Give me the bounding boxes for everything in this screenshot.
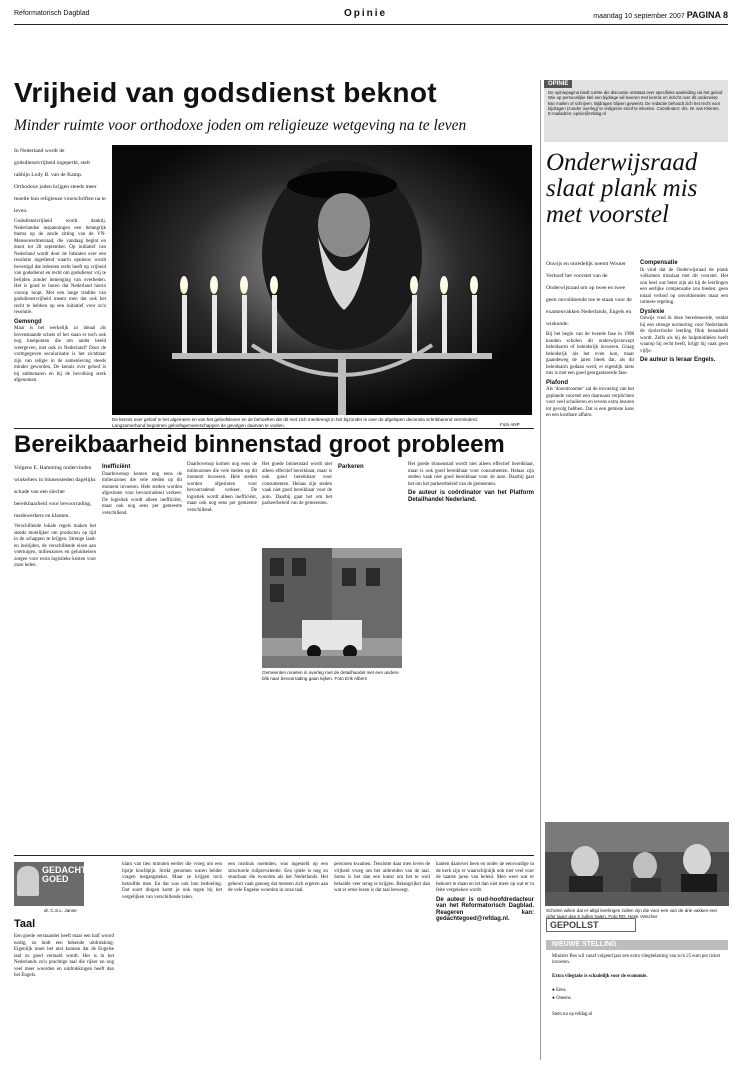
- gedachtegoed-column-2: [122, 862, 222, 1058]
- lead-headline: Vrijheid van godsdienst beknot: [14, 77, 437, 108]
- binnenstad-body-2: Daarbovenop komen nog eens de milieuzones die vele steden op dit moment invoeren. Hele steden worden afgesloten voor bevoorradend verkeer. De logistiek wordt alleen inefficiënt, maar ook nog eens per gemeente verschillend.: [102, 471, 182, 516]
- lead-body-1: Godsdienstvrijheid wordt danktij. Nederlandse inspanningen een belangrijk thema op de zesde zitting van de VN-Mensenrechtenraad, die vandaag begint en duurt tot 28 september. Op initiatief van Nederland wordt door de lidstaten over een resolutie ingediend waarin opnieuw wordt bevestigd dat iedereen recht heeft op vrijheid van godsdienst en recht om godsdienst vrij te belijden zonder inmenging van overheden. Het is goed te horen dat Nederland hierin voorop loopt. Met een lange traditie van godsdienstvrijheid meent men dat ook het recht te hebben op een initiatief voor zo'n resolutie.: [14, 219, 106, 315]
- bottom-rule: [14, 855, 534, 856]
- opinie-tag: OPINIE: [544, 80, 572, 88]
- binnenstad-column-4: [262, 462, 332, 546]
- gedachtegoed-title-2: GOED: [42, 874, 69, 884]
- gedachtegoed-column-1: [14, 934, 114, 1058]
- street-image: [262, 548, 402, 668]
- onderwijsraad-body-4: Onwijs vind ik deze beredeneerde, omdat bij een strenge normering voor Nederlands de dyslectische leerling flink benadeeld wordt. Zelfs als hij de hulpmiddelen heeft waarop hij recht heeft, krijgt hij vaak geen vijfje.: [640, 316, 728, 354]
- lead-subhead: Minder ruimte voor orthodoxe joden om religieuze wetgeving na te leven: [14, 117, 467, 134]
- binnenstad-headline: Bereikbaarheid binnenstad groot probleem: [14, 431, 505, 458]
- onderwijsraad-intro: Onwijs en onredelijk noemt Wouter Verhoef het voorstel van de Onderwijsraad om op twee en twee geen onvoldoende toe te staan voor de examenvakken Nederlands, Engels en wiskunde.: [546, 261, 632, 327]
- onderwijsraad-crosshead-compensatie: Compensatie: [640, 260, 678, 266]
- binnenstad-crosshead-parkeren: Parkeren: [338, 464, 364, 470]
- binnenstad-caption-text: Gemeenten moeten in overleg met de detailhandel met een andere blik naar bevoorrading gaan kijken.: [262, 670, 399, 681]
- rabbi-candles-image: [112, 145, 532, 415]
- issue-date: [593, 10, 728, 20]
- poll-option-disagree[interactable]: ● Oneens.: [552, 996, 572, 1001]
- gedachtegoed-body-4: personen kwamen. Tenslotte daar men leven de vrijheid vroeg om het uitbreiden van de taal. Soms is het dan een kunst om het te weil belaalde veer terug te krijgen. Belangrijker dan wat er ertoe lezen is dat taal beweegt.: [334, 862, 430, 893]
- binnenstad-author-note: De auteur is coördinator van het Platform Detailhandel Nederland.: [408, 490, 534, 503]
- lead-photo-caption: De kennis over geloof in het algemeen en van het geloofsleven en de behoeften die dit met zich meebrengt in het bijzonder is over de afgelopen decennia schrikbarend verminderd. Langzamerhand begonnen geloofsgemeenschappen de gevolgen daarvan te voelen.: [112, 417, 478, 428]
- author-portrait: [17, 866, 39, 896]
- gedachtegoed-author-note: De auteur is oud-hoofdredacteur van het Reformatorisch Dagblad. Reageren kan: gedachtegoed@refdag.nl.: [436, 896, 534, 922]
- gedachtegoed-byline: dr. C.S.L. Janse: [14, 907, 84, 915]
- school-caption-credit: Foto RD, Henk Visscher: [608, 914, 658, 919]
- binnenstad-rule: [14, 428, 534, 429]
- section-title: Opinie: [344, 8, 388, 19]
- date-text: maandag 10 september 2007: [593, 13, 685, 20]
- binnenstad-body-3: Het goede binnenstad wordt niet alleen effectief bereikbaar, maar is ook goed bereikbaar voor consumenten. Helaas zijn steden vaak niet goed bereikbaar voor de auto. Daarbij gaat het om het parkeerbeleid van de gemeenten.: [408, 462, 534, 487]
- binnenstad-intro: Volgens E. Hamming ondervinden winkeliers in binnensteden dagelijks schade van een slechte bereikbaarheid voor bevoorrading, medewerkers en klanten.: [14, 465, 96, 519]
- binnenstad-column-5: [338, 462, 402, 546]
- binnenstad-column-3: [187, 462, 257, 842]
- classroom-image: [545, 822, 729, 906]
- onderwijsraad-column-1: [546, 258, 634, 758]
- gedachtegoed-title: [42, 866, 93, 884]
- lead-crosshead-1: Gemengd: [14, 318, 42, 325]
- poll-box: [546, 918, 728, 1058]
- onderwijsraad-author-note: De auteur is leraar Engels.: [640, 357, 716, 363]
- poll-option-agree[interactable]: ● Eens.: [552, 988, 567, 993]
- lead-column-1: [14, 145, 106, 430]
- poll-statement: Extra vliegtaks is schadelijk voor de economie.: [552, 974, 648, 979]
- gedachtegoed-body-5: kanten daarover heen en onder de eenvoudige in de kerk zijn er waarschijnlijk ook niet veel voor de laatste jaren van beleid. Men weet wat er behoort te staan en let dan niet meer op wat er in feite vergeleken wordt.: [436, 862, 534, 893]
- gedachtegoed-column-3: [228, 862, 328, 1058]
- onderwijsraad-headline: Onderwijsraad slaat plank mis met voorstel: [546, 149, 698, 228]
- page-label: PAGINA: [686, 10, 722, 20]
- poll-logo: GEPOLLST: [546, 918, 636, 932]
- onderwijsraad-crosshead-dyslexie: Dyslexie: [640, 308, 665, 315]
- gedachtegoed-column-4: [334, 862, 430, 1058]
- binnenstad-body-2b: Daarbovenop komen nog eens de milieuzones die vele steden op dit moment invoeren. Hele steden worden afgesloten voor bevoorradend verkeer. De logistiek wordt alleen inefficiënt, maar ook nog eens per gemeente verschillend.: [187, 462, 257, 513]
- masthead: [14, 8, 728, 22]
- binnenstad-body-4: Het goede binnenstad wordt niet alleen effectief bereikbaar, maar is ook goed bereikbaar voor consumenten. Helaas zijn steden vaak niet goed bereikbaar voor de auto. Daarbij gaat het om het parkeerbeleid van de gemeenten.: [262, 462, 332, 506]
- page-number: 8: [722, 10, 728, 20]
- gedachtegoed-body-1: Een goede verstaander heeft maar een half woord nodig, zo luidt een bekende uitdrukking. Eigenlijk moet het niet kunnen dat de Engelse taal zo goed vertaald wordt. Het is in het Nederlands zo'n prachtige taal die rijker en nog veel meer woorden en uitdrukkingen heeft dan het Engels.: [14, 934, 114, 978]
- gedachtegoed-headline: Taal: [14, 918, 36, 930]
- lead-photo: [112, 145, 532, 415]
- binnenstad-photo: [262, 548, 402, 668]
- gedachtegoed-column-5: [436, 862, 534, 1058]
- gedachtegoed-logo: [14, 862, 93, 906]
- onderwijsraad-crosshead-plafond: Plafond: [546, 379, 568, 386]
- onderwijsraad-body-1: Bij het begin van de tweede fase in 1998 konden scholen dit onderwijsconcept beleidsarm of beleidsrijk invoeren. Graag beleidsrijk als het even kon, maar gaandeweg de jaren bleek dat, als dit beleidsarm gedaan werd, er eigenlijk niets mis is met een goed georganiseerde fase.: [546, 332, 634, 376]
- poll-header-label: NIEUWE STELLING: [552, 941, 617, 948]
- binnenstad-column-6: [408, 462, 534, 842]
- paper-name: Reformatorisch Dagblad: [14, 10, 90, 17]
- binnenstad-photo-caption: [262, 670, 402, 682]
- binnenstad-crosshead-inefficient: Inefficiënt: [102, 464, 131, 470]
- masthead-rule: [14, 24, 728, 25]
- lead-body-2: Maar is het werkelijk zo ideaal als bovenstaande schets of het staan er toch ook nog knelpunten die om ander beeld weergeven, niet ook in Nederland? Door de vormgegeven secularisatie is het zichtbaar zijn van religie in de samenleving steeds minder geworden. De kennis over geloof is bij ambtenaren en bij de bevolking sterk afgenomen.: [14, 326, 106, 383]
- binnenstad-caption-credit: Foto Erik Albers: [334, 676, 367, 681]
- lead-intro: In Nederland wordt de godsdienstvrijheid ingeperkt, stelt rabbijn Lody B. van de Kamp. Orthodoxe joden krijgen steeds meer moeite hun religieuze voorschriften na te leven.: [14, 148, 106, 214]
- onderwijsraad-body-3: Ik vind dat de Onderwijsraad de plank volkomen misslaat met dit voorstel. Het zou heel wat beter zijn als hij de leerlingen een eerlijke compensatie zou bieden: geen totaal verbod op onvoldoendes maar een ruimere regeling.: [640, 267, 728, 305]
- gedachtegoed-title-1: GEDACHTE: [42, 865, 93, 875]
- opinie-info-box: [544, 80, 728, 142]
- gedachtegoed-body-3: een rusthuis noemden, was ingesteld op een structurele ruilprevalentie. Een ijdele is nog zo stuurbaar die woorden als het Nederlands. Het gebeurt vaak genoeg dat mensen zich ergeren aan de vele Engelse woorden in onze taal.: [228, 862, 328, 893]
- poll-header-bar: [546, 940, 728, 950]
- school-photo: [545, 822, 729, 906]
- poll-vote-link[interactable]: Stem nu op refdag.nl: [552, 1012, 593, 1017]
- column-separator: [540, 80, 541, 1060]
- opinie-info-text: De opiniepagina biedt ruimte die discussie ontstaat over specifieke aanleiding via het geloof. Wie op persoonlijke titel een bijdrage wil leveren met kennis en inzicht over dit onderwerp kan mailen of schrijven. Bijdragen blijven gewenst. De redactie behoudt zich het recht voor bijdragen (zonder overleg) te redigeren en/of te inkorten. Coördinator: drs. W. van Kleinen. E-mailadres: opinie@refdag.nl: [548, 90, 724, 117]
- school-caption-text: Scholen willen dat er altijd leerlingen zullen zijn die voor een van de drie vakken een cijfer lager dan 6 zullen halen.: [546, 908, 718, 919]
- binnenstad-body-1: Verschillende lokale regels maken het steeds moeilijker om producten op tijd in de schappen te krijgen. Strenge laad- en losbijden, de verschillende eisen aan voertuigen, milieuzones en geluidseisen zorgen voor extra logistieke kosten voor onze leden.: [14, 524, 96, 568]
- binnenstad-column-2: [102, 462, 182, 842]
- binnenstad-column-1: [14, 462, 96, 842]
- lead-photo-credit: Foto ANP: [500, 422, 520, 427]
- gedachtegoed-body-2: klant van tien minuten eerder die vroeg om een lijstje hoofdpijn. Strikt genomen waren beider vragen toegangstekst. Maar ze krijgen toch hetzelfde mee. En dat was ook hun bedoeling. Dat soort dingen komt je ook tegen bij het vergelijken van verschillende talen.: [122, 862, 222, 900]
- onderwijsraad-column-2: [640, 258, 728, 758]
- onderwijsraad-body-2: Als ‘doorstroomer’ zal de invoering van het geplande voorstel een daarnaast verplichten voor veel scholieren en tevens extra lesuren tot gevolg hebben. Dat is een gemiste kans en een kostbare affaire.: [546, 387, 634, 418]
- poll-question: Minister Bos wil vanaf volgend jaar een extra vliegbelasting van zo'n 25 euro per ticket invoeren.: [552, 954, 720, 965]
